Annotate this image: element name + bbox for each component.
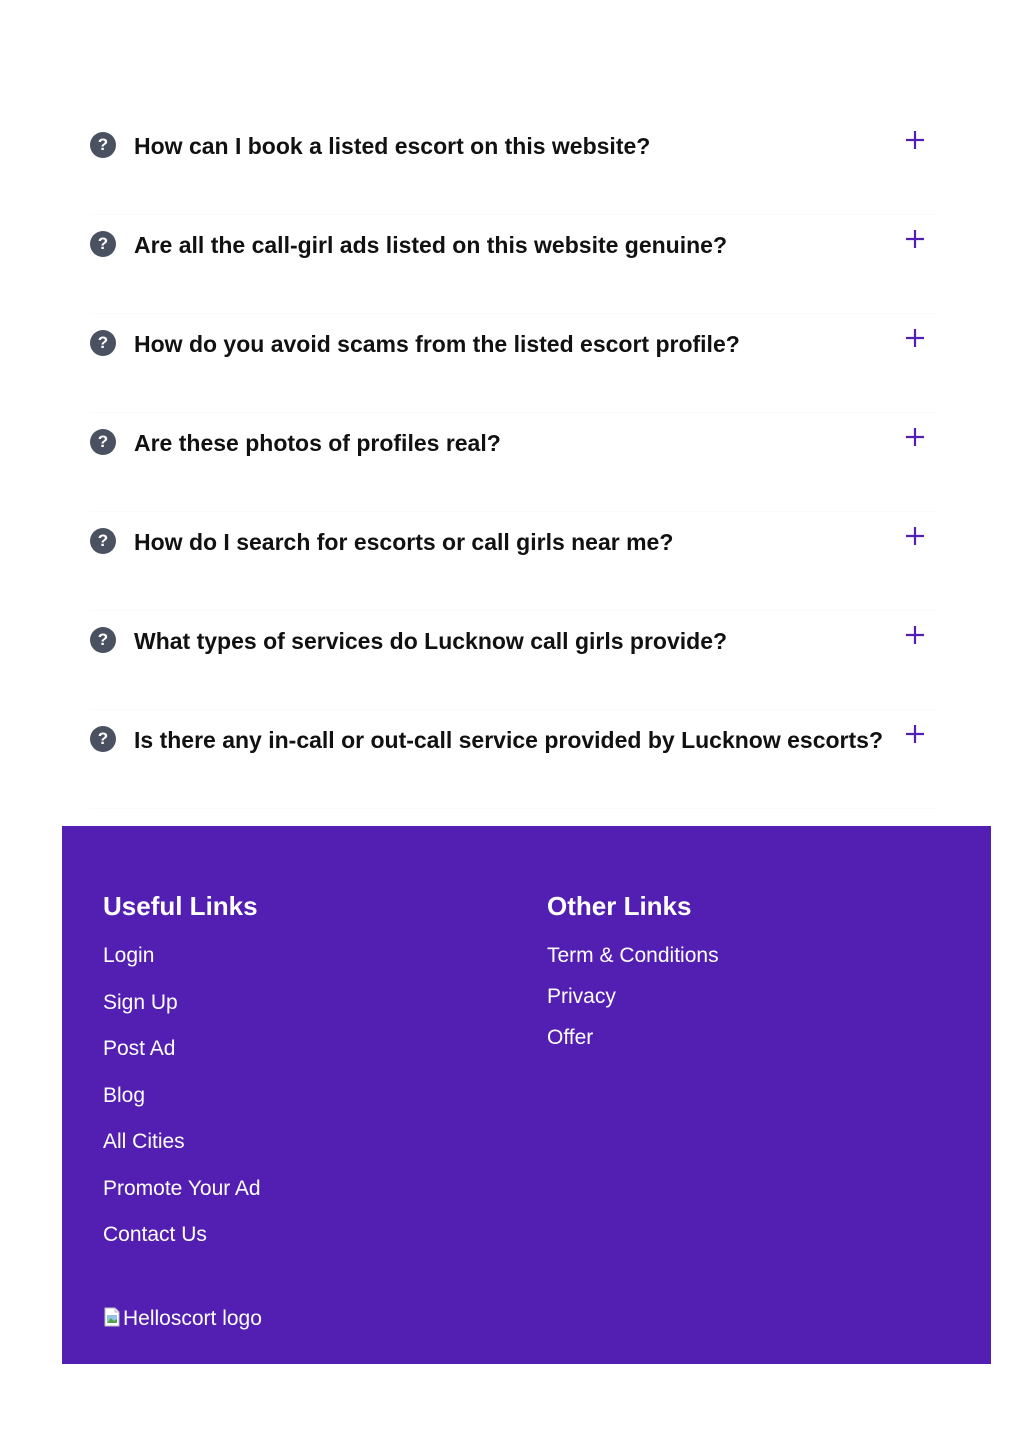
question-circle-icon: ? xyxy=(90,627,116,653)
question-circle-icon: ? xyxy=(90,429,116,455)
other-links-heading: Other Links xyxy=(547,891,692,921)
question-circle-icon: ? xyxy=(90,231,116,257)
faq-item-genuine[interactable] xyxy=(90,215,936,314)
faq-question: Are these photos of profiles real? xyxy=(134,430,501,456)
faq-list xyxy=(90,116,936,809)
plus-icon[interactable] xyxy=(904,228,926,250)
faq-item-services[interactable] xyxy=(90,611,936,710)
faq-item-incall-outcall[interactable] xyxy=(90,710,936,809)
plus-icon[interactable] xyxy=(904,129,926,151)
other-links-list xyxy=(547,944,719,1067)
plus-icon[interactable] xyxy=(904,723,926,745)
question-circle-icon: ? xyxy=(90,132,116,158)
footer-logo[interactable] xyxy=(103,1307,262,1331)
site-footer xyxy=(62,826,991,1364)
useful-links-column xyxy=(103,890,261,1270)
faq-item-scams[interactable] xyxy=(90,314,936,413)
footer-link-login[interactable]: Login xyxy=(103,944,155,967)
footer-link-promote-ad[interactable]: Promote Your Ad xyxy=(103,1176,261,1200)
useful-links-list xyxy=(103,944,261,1270)
footer-link-terms[interactable]: Term & Conditions xyxy=(547,944,719,967)
faq-question: Are all the call-girl ads listed on this website genuine? xyxy=(134,232,728,258)
plus-icon[interactable] xyxy=(904,327,926,349)
other-links-column xyxy=(547,890,719,1067)
faq-question: How do I search for escorts or call girls near me? xyxy=(134,529,674,555)
footer-logo-alt-text: Helloscort logo xyxy=(123,1307,262,1330)
plus-icon[interactable] xyxy=(904,624,926,646)
faq-item-photos[interactable] xyxy=(90,413,936,512)
footer-link-privacy[interactable]: Privacy xyxy=(547,985,616,1008)
question-circle-icon: ? xyxy=(90,528,116,554)
broken-image-icon xyxy=(103,1307,121,1327)
footer-link-contact-us[interactable]: Contact Us xyxy=(103,1223,207,1246)
footer-link-blog[interactable]: Blog xyxy=(103,1083,146,1107)
faq-question: Is there any in-call or out-call service provided by Lucknow escorts? xyxy=(134,727,884,753)
footer-link-all-cities[interactable]: All Cities xyxy=(103,1130,185,1153)
faq-question: What types of services do Lucknow call girls provide? xyxy=(134,628,728,654)
question-circle-icon: ? xyxy=(90,330,116,356)
question-circle-icon: ? xyxy=(90,726,116,752)
footer-link-post-ad[interactable]: Post Ad xyxy=(103,1037,176,1060)
useful-links-heading: Useful Links xyxy=(103,891,258,921)
plus-icon[interactable] xyxy=(904,525,926,547)
faq-question: How do you avoid scams from the listed escort profile? xyxy=(134,331,740,357)
footer-link-offer[interactable]: Offer xyxy=(547,1026,594,1049)
plus-icon[interactable] xyxy=(904,426,926,448)
faq-question: How can I book a listed escort on this website? xyxy=(134,133,651,159)
faq-item-book[interactable] xyxy=(90,116,936,215)
footer-link-sign-up[interactable]: Sign Up xyxy=(103,990,178,1014)
faq-item-search[interactable] xyxy=(90,512,936,611)
